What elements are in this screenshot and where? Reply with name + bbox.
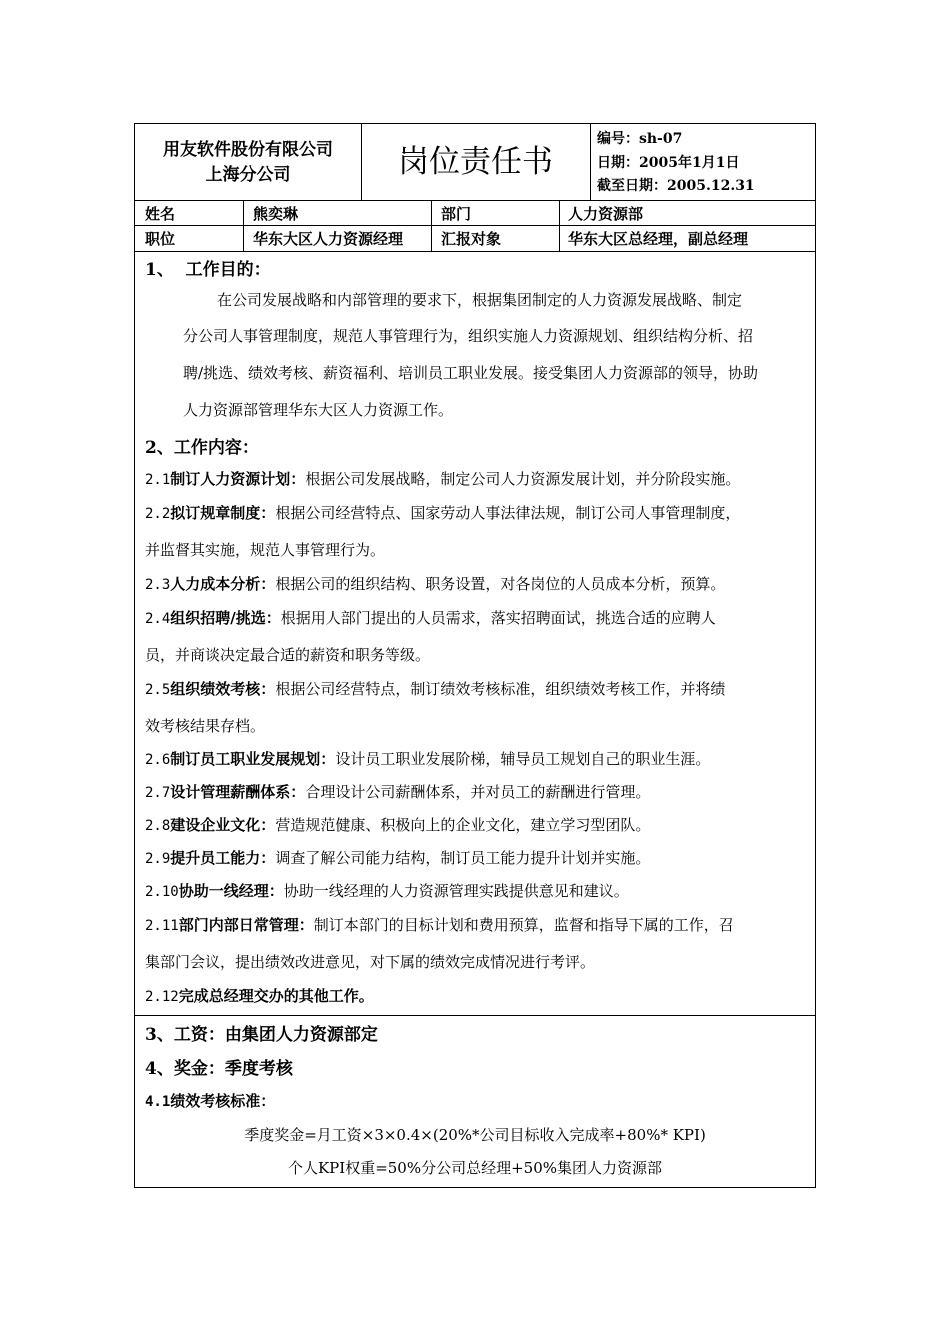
work-item-text: 营造规范健康、积极向上的企业文化，建立学习型团队。 (275, 816, 651, 834)
work-item-number: 2.10 (145, 884, 179, 900)
section1-line: 在公司发展战略和内部管理的要求下，根据集团制定的人力资源发展战略、制定 (217, 291, 743, 309)
work-item-number: 2.4 (145, 611, 171, 627)
work-item-continuation: 员，并商谈决定最合适的薪资和职务等级。 (145, 646, 431, 664)
work-item (145, 814, 805, 835)
work-item-number: 2.11 (145, 918, 179, 934)
work-item-title: 组织绩效考核： (170, 680, 276, 698)
work-item-number: 2.9 (145, 851, 171, 867)
work-item (145, 573, 805, 594)
company-name-line2: 上海分公司 (205, 165, 291, 185)
report-to-value: 华东大区总经理，副总经理 (568, 230, 749, 248)
work-item (145, 880, 805, 901)
work-item (145, 468, 805, 489)
work-item (145, 847, 805, 868)
work-item-text: 根据公司的组织结构、职务设置，对各岗位的人员成本分析，预算。 (275, 575, 726, 593)
work-item (145, 914, 805, 935)
work-item-text: 根据用人部门提出的人员需求，落实招聘面试，挑选合适的应聘人 (280, 609, 716, 627)
document-code: 编号：sh-07 (597, 131, 683, 147)
work-item (145, 985, 805, 1006)
work-item-number: 2.1 (145, 472, 171, 488)
work-item-number: 2.6 (145, 752, 171, 768)
work-item-title: 部门内部日常管理： (178, 916, 314, 934)
company-name-line1: 用友软件股份有限公司 (163, 140, 333, 160)
name-label: 姓名 (145, 205, 176, 223)
position-value: 华东大区人力资源经理 (253, 230, 404, 248)
work-item (145, 678, 805, 699)
bonus-formula: 季度奖金=月工资×3×0.4×(20%*公司目标收入完成率+80%* KPI) (244, 1126, 706, 1144)
company-name (135, 138, 361, 188)
section1-line: 分公司人事管理制度，规范人事管理行为，组织实施人力资源规划、组织结构分析、招 (183, 327, 754, 345)
work-item-title: 拟订规章制度： (170, 504, 276, 522)
work-item-title: 协助一线经理： (178, 882, 284, 900)
work-item-continuation: 并监督其实施，规范人事管理行为。 (145, 541, 386, 559)
document-deadline: 截至日期：2005.12.31 (597, 178, 755, 194)
work-item-text: 根据公司发展战略，制定公司人力资源发展计划，并分阶段实施。 (305, 470, 741, 488)
document-title: 岗位责任书 (398, 144, 553, 180)
work-item-number: 2.7 (145, 785, 171, 801)
position-label: 职位 (145, 230, 176, 248)
section2-heading: 2、工作内容： (145, 438, 259, 458)
work-item (145, 781, 805, 802)
work-item-number: 2.8 (145, 818, 171, 834)
responsibility-form (134, 123, 816, 1188)
work-item-text: 合理设计公司薪酬体系，并对员工的薪酬进行管理。 (305, 783, 651, 801)
work-item-text: 根据公司经营特点、国家劳动人事法律法规，制订公司人事管理制度， (275, 504, 741, 522)
work-item-text: 根据公司经营特点，制订绩效考核标准，组织绩效考核工作，并将绩 (275, 680, 726, 698)
work-item-title: 组织招聘/挑选： (170, 609, 281, 627)
section3-heading: 3、工资：由集团人力资源部定 (145, 1025, 378, 1045)
work-item (145, 502, 805, 523)
work-item-title: 完成总经理交办的其他工作。 (178, 987, 374, 1005)
work-item-text: 制订本部门的目标计划和费用预算，监督和指导下属的工作，召 (313, 916, 734, 934)
kpi-weight-formula: 个人KPI权重=50%分公司总经理+50%集团人力资源部 (287, 1159, 663, 1177)
work-item-number: 2.5 (145, 682, 171, 698)
work-item-title: 提升员工能力： (170, 849, 276, 867)
department-label: 部门 (441, 205, 472, 223)
work-item-text: 调查了解公司能力结构，制订员工能力提升计划并实施。 (275, 849, 651, 867)
document-date: 日期：2005年1月1日 (597, 154, 740, 171)
work-item-title: 设计管理薪酬体系： (170, 783, 306, 801)
section1-line: 聘/挑选、绩效考核、薪资福利、培训员工职业发展。接受集团人力资源部的领导，协助 (183, 364, 759, 382)
work-item (145, 607, 805, 628)
report-to-label: 汇报对象 (441, 230, 502, 248)
work-item-text: 协助一线经理的人力资源管理实践提供意见和建议。 (283, 882, 629, 900)
department-value: 人力资源部 (568, 205, 644, 223)
bonus-standard-title: 绩效考核标准： (170, 1092, 276, 1110)
work-item-text: 设计员工职业发展阶梯，辅导员工规划自己的职业生涯。 (335, 750, 711, 768)
work-item-number: 2.12 (145, 989, 179, 1005)
work-item-number: 2.2 (145, 506, 171, 522)
work-item (145, 748, 805, 769)
bonus-standard-heading (145, 1090, 805, 1111)
work-item-number: 2.3 (145, 577, 171, 593)
work-item-title: 制订人力资源计划： (170, 470, 306, 488)
section1-heading: 1、 工作目的： (145, 260, 271, 280)
work-item-title: 制订员工职业发展规划： (170, 750, 336, 768)
work-item-title: 人力成本分析： (170, 575, 276, 593)
work-item-title: 建设企业文化： (170, 816, 276, 834)
work-item-continuation: 集部门会议，提出绩效改进意见，对下属的绩效完成情况进行考评。 (145, 953, 596, 971)
work-item-continuation: 效考核结果存档。 (145, 717, 266, 735)
section4-heading: 4、奖金：季度考核 (145, 1059, 293, 1079)
section1-line: 人力资源部管理华东大区人力资源工作。 (183, 401, 454, 419)
document-meta (597, 128, 812, 199)
bonus-standard-number: 4.1 (145, 1094, 171, 1110)
name-value: 熊奕琳 (253, 205, 299, 223)
